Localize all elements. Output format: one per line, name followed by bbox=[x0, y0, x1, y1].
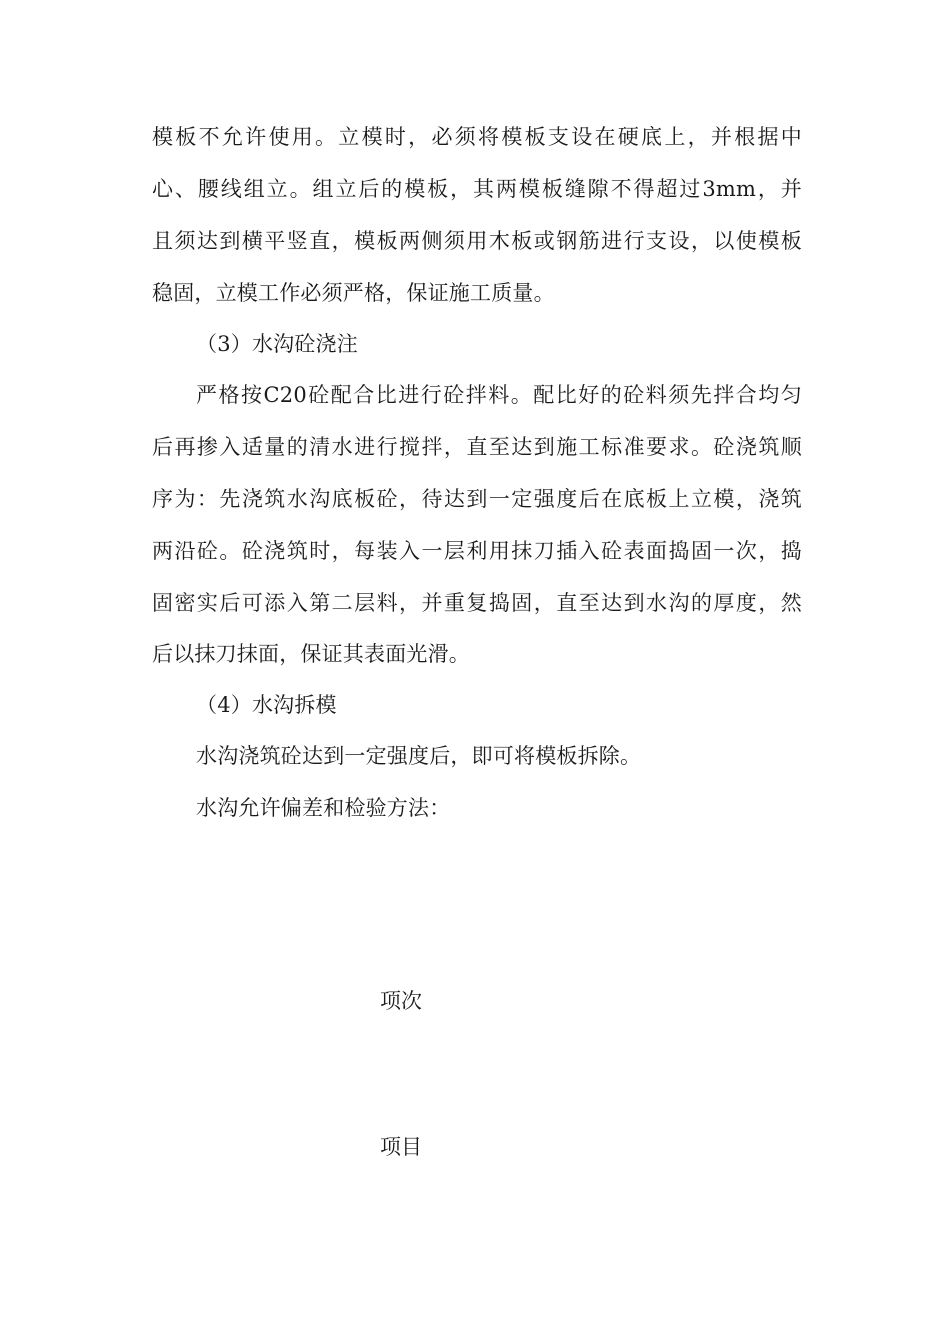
paragraph-line: 且须达到横平竖直，模板两侧须用木板或钢筋进行支设，以使模板 bbox=[152, 229, 802, 253]
table-header-item: 项目 bbox=[380, 1135, 422, 1159]
section-heading: （3）水沟砼浇注 bbox=[196, 332, 358, 356]
paragraph-line: 水沟允许偏差和检验方法： bbox=[196, 796, 451, 820]
paragraph-line: 两沿砼。砼浇筑时，每装入一层利用抹刀插入砼表面捣固一次，捣 bbox=[152, 539, 802, 563]
paragraph-line: 固密实后可添入第二层料，并重复捣固，直至达到水沟的厚度，然 bbox=[152, 591, 802, 615]
paragraph-line: 水沟浇筑砼达到一定强度后，即可将模板拆除。 bbox=[196, 744, 642, 768]
paragraph-line: 后以抹刀抹面，保证其表面光滑。 bbox=[152, 642, 470, 666]
table-header-item-number: 项次 bbox=[380, 989, 422, 1013]
paragraph-line: 严格按C20砼配合比进行砼拌料。配比好的砼料须先拌合均匀 bbox=[196, 383, 802, 407]
paragraph-line: 后再掺入适量的清水进行搅拌，直至达到施工标准要求。砼浇筑顺 bbox=[152, 435, 802, 459]
paragraph-line: 稳固，立模工作必须严格，保证施工质量。 bbox=[152, 281, 555, 305]
paragraph-line: 序为：先浇筑水沟底板砼，待达到一定强度后在底板上立模，浇筑 bbox=[152, 487, 802, 511]
paragraph-line: 心、腰线组立。组立后的模板，其两模板缝隙不得超过3mm，并 bbox=[152, 177, 802, 201]
paragraph-line: 模板不允许使用。立模时，必须将模板支设在硬底上，并根据中 bbox=[152, 125, 802, 149]
section-heading: （4）水沟拆模 bbox=[196, 693, 337, 717]
